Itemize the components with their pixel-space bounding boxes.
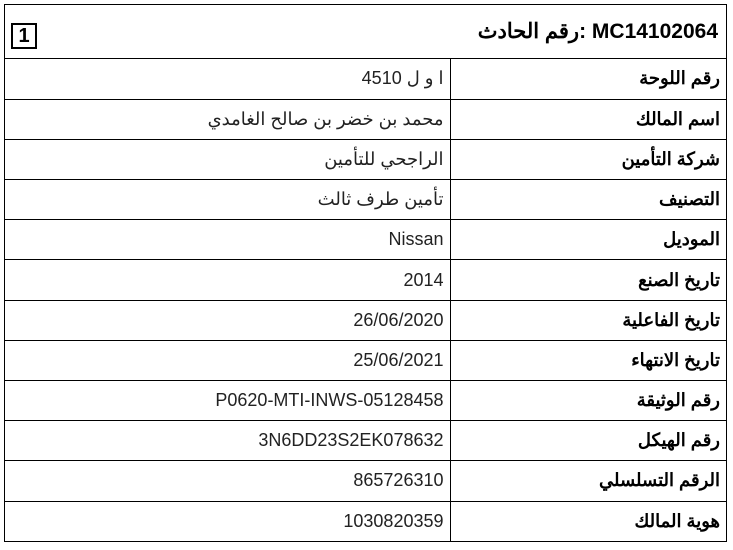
- table-row: [5, 59, 726, 99]
- insurance-company-value: الراجحي للتأمين: [5, 139, 450, 179]
- effective-date-value: 26/06/2020: [5, 300, 450, 340]
- owner-id-label: هوية المالك: [450, 501, 726, 541]
- model-label: الموديل: [450, 220, 726, 260]
- table-row: [5, 340, 726, 380]
- table-row: [5, 260, 726, 300]
- record-header: [5, 5, 726, 59]
- table-row: [5, 461, 726, 501]
- model-value: Nissan: [5, 220, 450, 260]
- table-row: [5, 220, 726, 260]
- table-row: [5, 421, 726, 461]
- plate-number-label: رقم اللوحة: [639, 68, 720, 89]
- classification-label: التصنيف: [450, 180, 726, 220]
- record-index-badge: 1: [11, 23, 37, 49]
- details-table: [5, 59, 726, 541]
- policy-number-value: P0620-MTI-INWS-05128458: [5, 381, 450, 421]
- table-row: [5, 99, 726, 139]
- incident-number: MC14102064: [591, 20, 718, 43]
- table-row: [5, 139, 726, 179]
- insurance-company-label: شركة التأمين: [450, 139, 726, 179]
- policy-number-label: رقم الوثيقة: [450, 381, 726, 421]
- table-row: [5, 300, 726, 340]
- incident-record-card: [4, 4, 727, 542]
- expiry-date-value: 25/06/2021: [5, 340, 450, 380]
- classification-value: تأمين طرف ثالث: [5, 180, 450, 220]
- table-row: [5, 381, 726, 421]
- serial-number-label: الرقم التسلسلي: [450, 461, 726, 501]
- table-row: [5, 501, 726, 541]
- incident-label: رقم الحادث: [477, 20, 580, 43]
- owner-name-value: محمد بن خضر بن صالح الغامدي: [5, 99, 450, 139]
- chassis-number-value: 3N6DD23S2EK078632: [5, 421, 450, 461]
- table-row: [5, 180, 726, 220]
- manufacture-year-value: 2014: [5, 260, 450, 300]
- incident-colon: :: [579, 20, 587, 43]
- effective-date-label: تاريخ الفاعلية: [450, 300, 726, 340]
- plate-number-value: ا و ل 4510: [5, 59, 450, 99]
- incident-title: [478, 19, 718, 44]
- expiry-date-label: تاريخ الانتهاء: [450, 340, 726, 380]
- owner-id-value: 1030820359: [5, 501, 450, 541]
- serial-number-value: 865726310: [5, 461, 450, 501]
- chassis-number-label: رقم الهيكل: [450, 421, 726, 461]
- owner-name-label: اسم المالك: [450, 99, 726, 139]
- manufacture-year-label: تاريخ الصنع: [450, 260, 726, 300]
